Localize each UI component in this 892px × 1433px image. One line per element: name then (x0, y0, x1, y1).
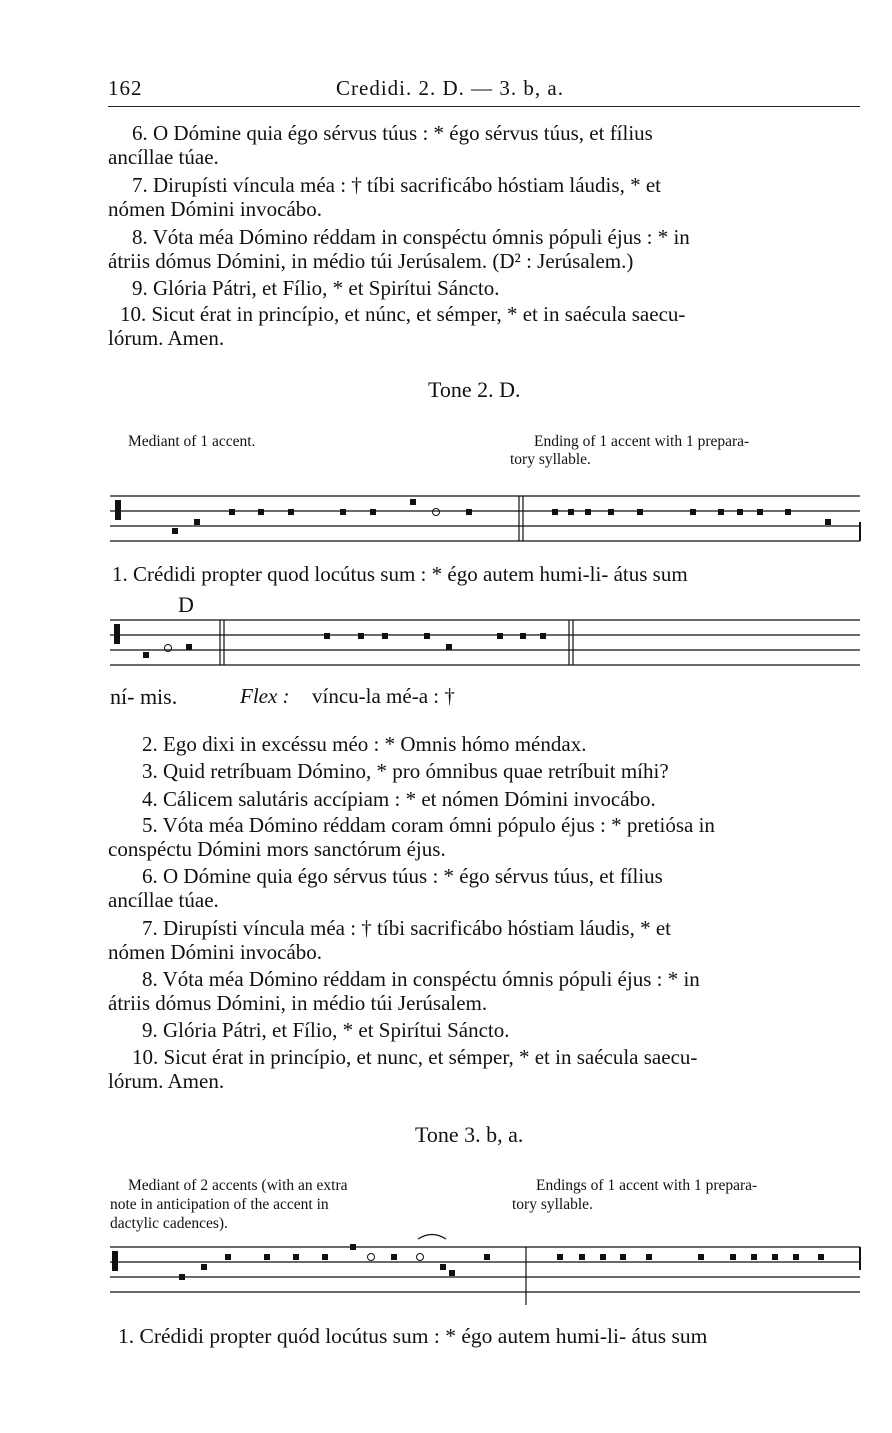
page-number: 162 (108, 76, 143, 100)
verse-9-line1: 9. Glória Pátri, et Fílio, * et Spirítui Sáncto. (132, 276, 500, 300)
tone2-flex-text: víncu-la mé-a : † (312, 684, 455, 708)
tone3-ending-caption-2: tory syllable. (512, 1196, 593, 1213)
running-title: Credidi. 2. D. — 3. b, a. (336, 76, 564, 100)
verse-6b-line1: 6. O Dómine quia égo sérvus túus : * égo sérvus túus, et fílius (142, 864, 663, 888)
verse-10-line1: 10. Sicut érat in princípio, et núnc, et sémper, * et in saécula saecu- (120, 302, 686, 326)
tone2-ending-caption-1: Ending of 1 accent with 1 prepara- (534, 433, 750, 450)
tone2-ending-caption-2: tory syllable. (510, 451, 591, 468)
tone2-staff-1 (110, 496, 860, 541)
tone2-staff-2 (110, 620, 860, 665)
clef-mark (115, 500, 121, 520)
tone2-flex-label: Flex : (240, 684, 290, 708)
verse-7b-line1: 7. Dirupísti víncula méa : † tíbi sacrificábo hóstiam láudis, * et (142, 916, 671, 940)
verse-7-line2: nómen Dómini invocábo. (108, 197, 323, 221)
tone2-lyric-nimis: ní- mis. (110, 684, 178, 709)
verse-7-line1: 7. Dirupísti víncula méa : † tíbi sacrificábo hóstiam láudis, * et (132, 173, 661, 197)
tone3-mediant-caption-1: Mediant of 2 accents (with an extra (128, 1177, 348, 1194)
tone2-lyric-line: 1. Crédidi propter quod locútus sum : * égo autem humi-li- átus sum (112, 562, 688, 586)
verse-3: 3. Quid retríbuam Dómino, * pro ómnibus quae retríbuit míhi? (142, 759, 669, 783)
verse-8-line2: átriis dómus Dómini, in médio túi Jerúsalem. (D² : Jerúsalem.) (108, 249, 634, 273)
verse-5-line1: 5. Vóta méa Dómino réddam coram ómni pópulo éjus : * pretiósa in (142, 813, 715, 837)
tone3-staff (110, 1235, 860, 1306)
tone3-mediant-caption-3: dactylic cadences). (110, 1215, 228, 1232)
tone2-title: Tone 2. D. (428, 377, 521, 402)
tone3-lyric-line: 1. Crédidi propter quód locútus sum : * égo autem humi-li- átus sum (118, 1324, 708, 1348)
tone2-ending-label: D (178, 592, 194, 617)
verse-7b-line2: nómen Dómini invocábo. (108, 940, 323, 964)
verse-8b-line1: 8. Vóta méa Dómino réddam in conspéctu ómnis pópuli éjus : * in (142, 967, 700, 991)
verse-8b-line2: átriis dómus Dómini, in médio túi Jerúsalem. (108, 991, 488, 1015)
tone3-ending-caption-1: Endings of 1 accent with 1 prepara- (536, 1177, 758, 1194)
verse-2: 2. Ego dixi in excéssu méo : * Omnis hómo méndax. (142, 732, 587, 756)
verse-5-line2: conspéctu Dómini mors sanctórum éjus. (108, 837, 446, 861)
tone3-title: Tone 3. b, a. (415, 1122, 524, 1147)
verse-10b-line2: lórum. Amen. (108, 1069, 225, 1093)
tone3-mediant-caption-2: note in anticipation of the accent in (110, 1196, 329, 1213)
verse-6-line2: ancíllae túae. (108, 145, 219, 169)
verse-10b-line1: 10. Sicut érat in princípio, et nunc, et sémper, * et in saécula saecu- (132, 1045, 698, 1069)
verse-10-line2: lórum. Amen. (108, 326, 225, 350)
tone2-mediant-caption: Mediant of 1 accent. (128, 433, 256, 450)
verse-6-line1: 6. O Dómine quia égo sérvus túus : * égo sérvus túus, et fílius (132, 121, 653, 145)
tone2-neumes-2 (114, 624, 546, 658)
tone2-neumes-1 (115, 499, 831, 534)
verse-8-line1: 8. Vóta méa Dómino réddam in conspéctu ómnis pópuli éjus : * in (132, 225, 690, 249)
verse-4: 4. Cálicem salutáris accípiam : * et nómen Dómini invocábo. (142, 787, 656, 811)
verse-6b-line2: ancíllae túae. (108, 888, 219, 912)
verse-9b: 9. Glória Pátri, et Fílio, * et Spirítui Sáncto. (142, 1018, 510, 1042)
